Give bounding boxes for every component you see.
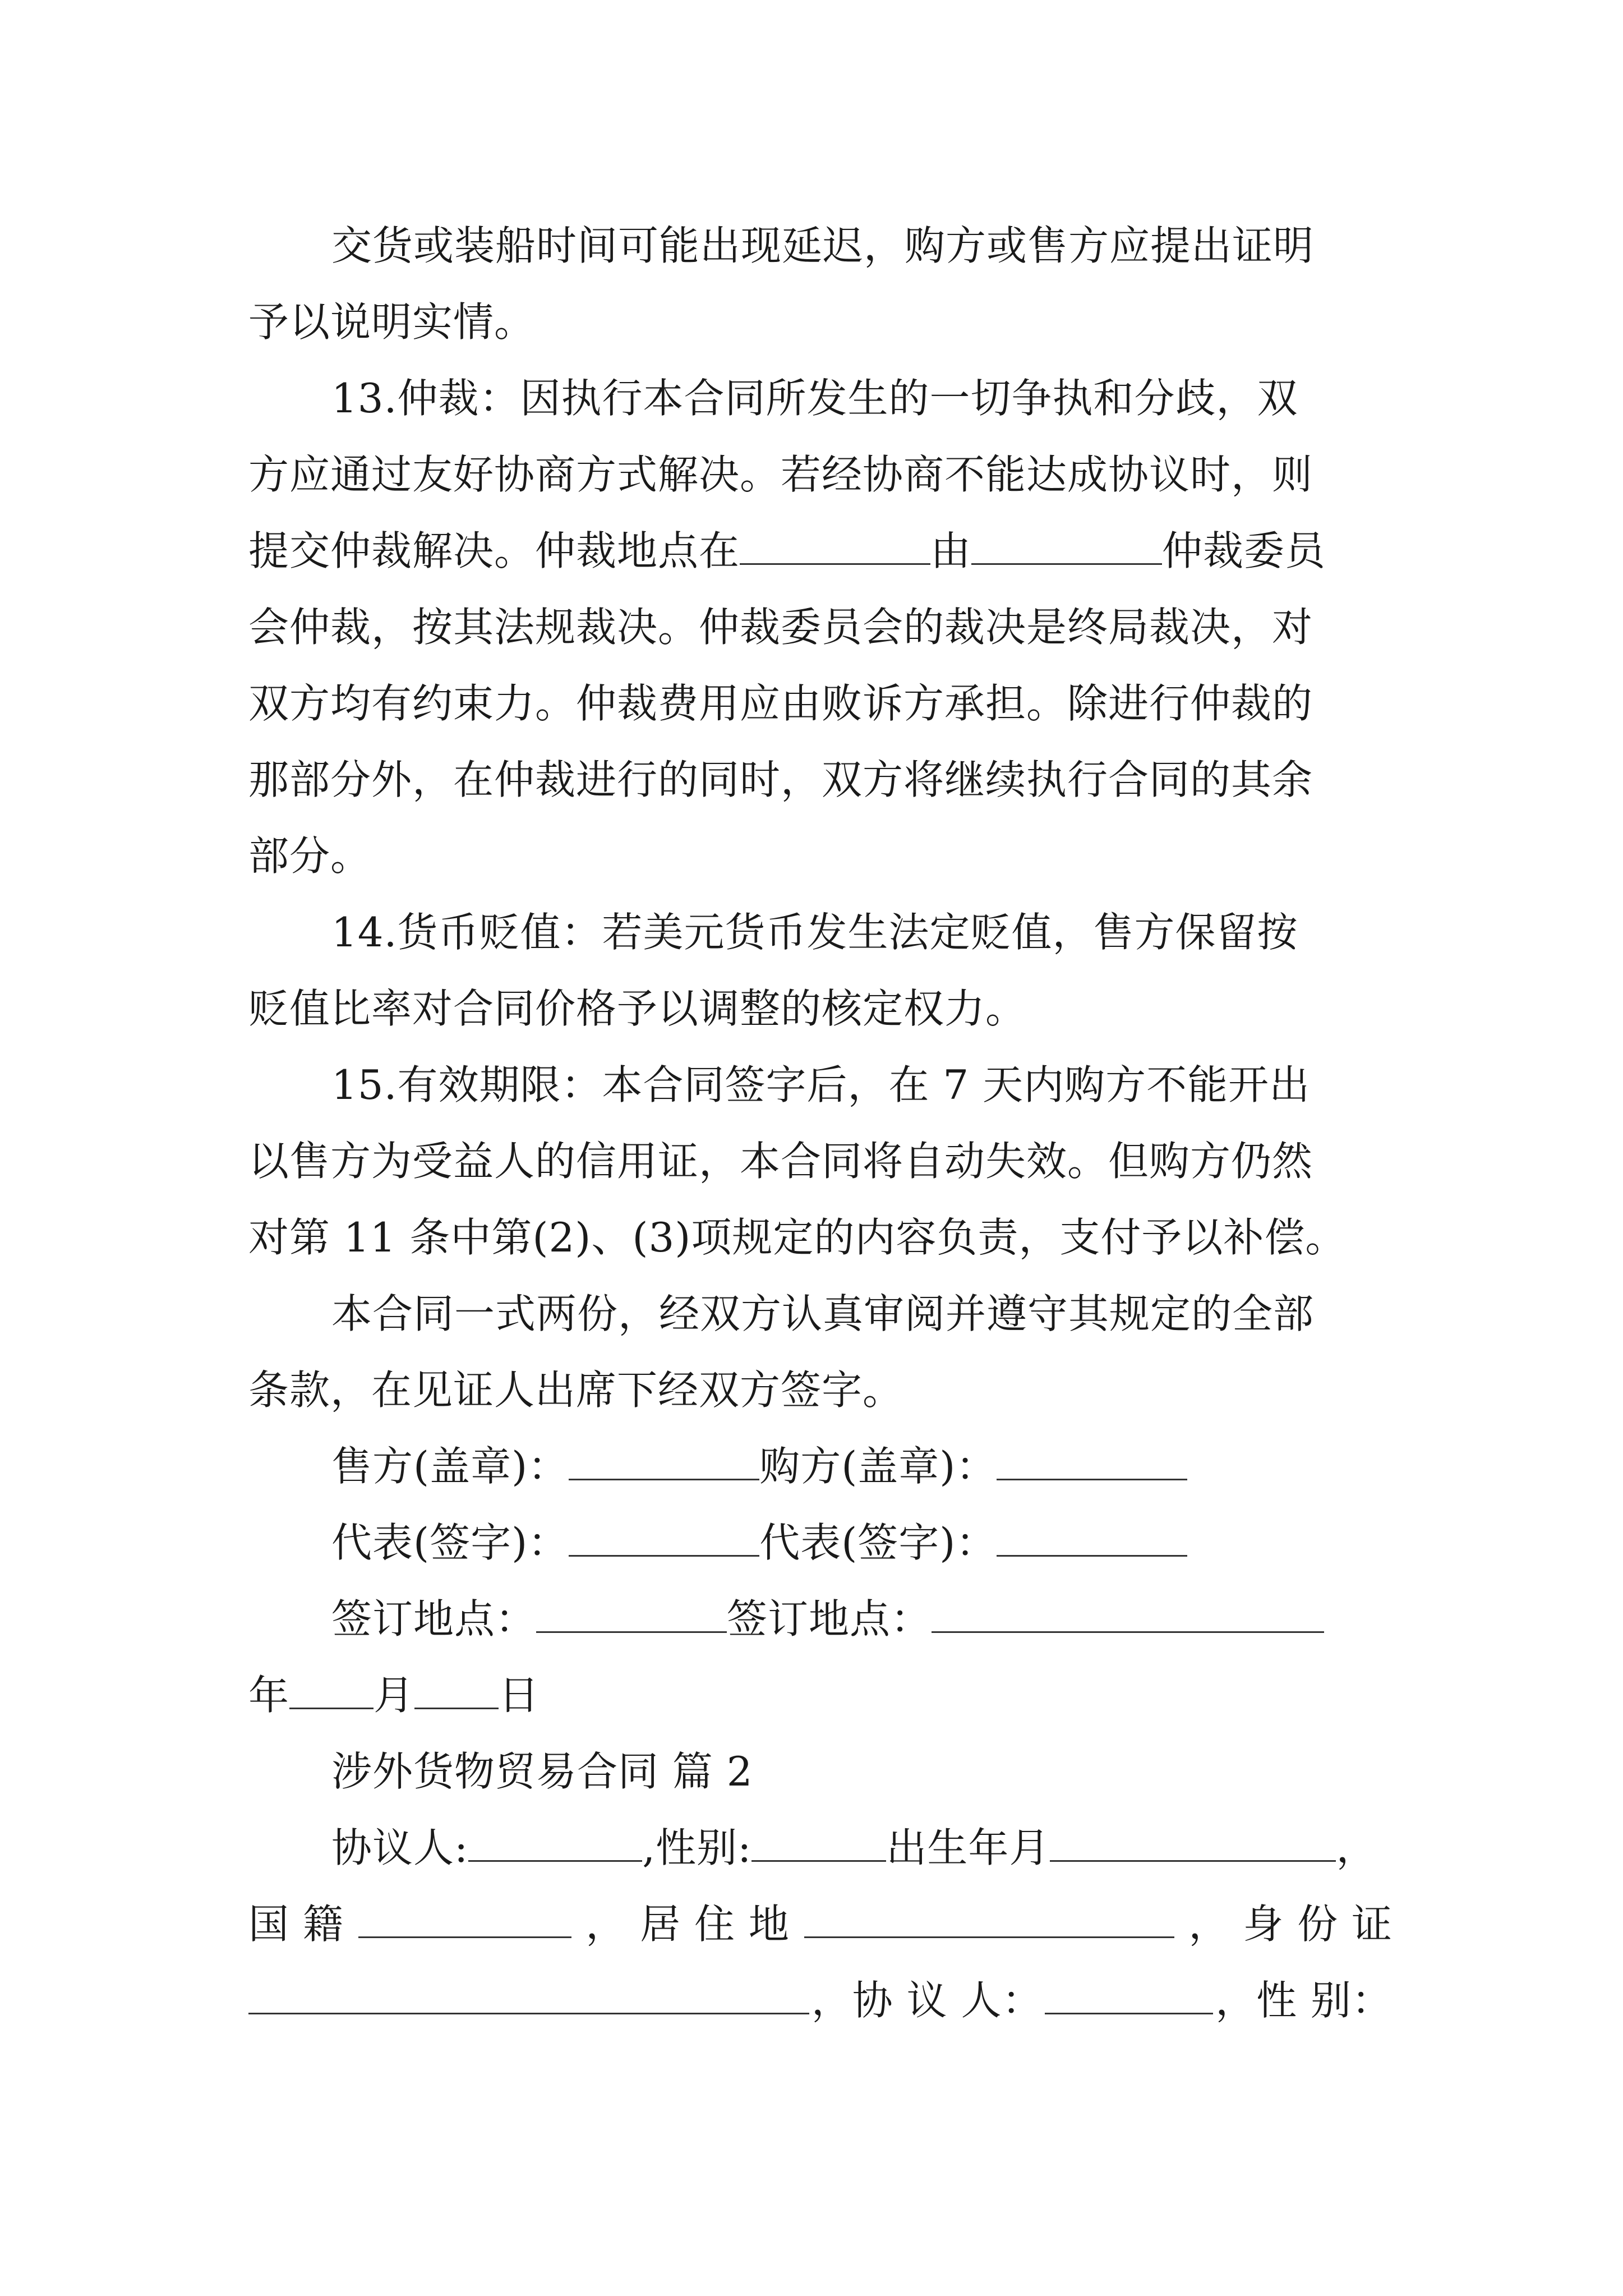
date-day-label: 日 (499, 1672, 540, 1719)
clause-14-line-2: 贬值比率对合同价格予以调整的核定权力。 (248, 985, 1027, 1032)
date-day-blank[interactable] (414, 1673, 499, 1709)
party-row-1-comma: ， (1336, 1824, 1377, 1871)
id-number-blank[interactable] (248, 1978, 809, 2014)
clause-15-line-1: 15.有效期限：本合同签字后，在 7 天内购方不能开出 (331, 1061, 1311, 1108)
rep-sign-label-1: 代表(签字)： (331, 1519, 569, 1566)
rep-sign-label-2: 代表(签字)： (759, 1519, 997, 1566)
sign-place-row (248, 1581, 1393, 1657)
clause-15-line-3: 对第 11 条中第(2)、(3)项规定的内容负责，支付予以补偿。 (248, 1214, 1347, 1261)
party2-name-blank[interactable] (1045, 1978, 1213, 2014)
date-month-blank[interactable] (289, 1673, 374, 1709)
clause-13-line-4: 会仲裁，按其法规裁决。仲裁委员会的裁决是终局裁决，对 (248, 604, 1313, 651)
buyer-seal-blank[interactable] (997, 1444, 1187, 1480)
id-label: ， 身 份 证 (1188, 1901, 1393, 1948)
seller-seal-blank[interactable] (569, 1444, 759, 1480)
sign-place-blank-2[interactable] (932, 1596, 1324, 1633)
nationality-label: 国 籍 (248, 1901, 344, 1948)
date-year-label: 年 (248, 1672, 290, 1719)
clause-12-line-2: 予以说明实情。 (248, 298, 536, 346)
contract-page (248, 208, 1393, 2039)
clause-14-line-1: 14.货币贬值：若美元货币发生法定贬值，售方保留按 (331, 909, 1298, 956)
party-name-blank[interactable] (468, 1825, 642, 1862)
arbitration-place-blank[interactable] (740, 528, 930, 565)
rep-sign-blank-2[interactable] (997, 1520, 1187, 1557)
sign-place-blank-1[interactable] (536, 1596, 727, 1633)
clause-13-line-1: 13.仲裁：因执行本合同所发生的一切争执和分歧，双 (331, 375, 1298, 422)
party-label: 协议人: (331, 1824, 469, 1871)
party-row-2 (248, 1886, 1393, 1962)
party-row-3 (248, 1962, 1393, 2039)
buyer-seal-label: 购方(盖章)： (759, 1443, 997, 1490)
date-month-label: 月 (374, 1672, 415, 1719)
arbitration-by-label: 由 (930, 527, 972, 574)
party-row-1 (248, 1810, 1393, 1886)
gender-label: ,性别: (642, 1824, 752, 1871)
birth-label: 出生年月 (886, 1824, 1050, 1871)
rep-sign-blank-1[interactable] (569, 1520, 759, 1557)
party2-label: ，协 议 人： (811, 1977, 1043, 2024)
arbitration-commission-blank[interactable] (971, 528, 1162, 565)
gender2-label: ，性 别： (1215, 1977, 1393, 2024)
seal-row (248, 1428, 1393, 1504)
clause-12-line-1: 交货或装船时间可能出现延迟，购方或售方应提出证明 (331, 222, 1315, 269)
gender-blank[interactable] (751, 1825, 886, 1862)
clause-15-line-2: 以售方为受益人的信用证，本合同将自动失效。但购方仍然 (248, 1138, 1313, 1185)
clause-13-line-6: 那部分外，在仲裁进行的同时，双方将继续执行合同的其余 (248, 756, 1313, 803)
date-row (248, 1657, 1393, 1733)
signature-row (248, 1504, 1393, 1581)
section-title: 涉外货物贸易合同 篇 2 (331, 1748, 753, 1795)
sign-place-label-1: 签订地点： (331, 1595, 537, 1642)
closing-line-1: 本合同一式两份，经双方认真审阅并遵守其规定的全部 (331, 1290, 1315, 1337)
closing-line-2: 条款，在见证人出席下经双方签字。 (248, 1366, 904, 1414)
clause-13-line-5: 双方均有约束力。仲裁费用应由败诉方承担。除进行仲裁的 (248, 680, 1313, 727)
arbitration-commission-label: 仲裁委员 (1162, 527, 1326, 574)
nationality-blank[interactable] (358, 1902, 571, 1938)
clause-13-line-2: 方应通过友好协商方式解决。若经协商不能达成协议时，则 (248, 451, 1313, 498)
clause-13-line-7: 部分。 (248, 832, 372, 880)
residence-blank[interactable] (804, 1902, 1174, 1938)
birth-blank[interactable] (1050, 1825, 1336, 1862)
arbitration-place-label: 提交仲裁解决。仲裁地点在 (248, 527, 740, 574)
sign-place-label-2: 签订地点： (727, 1595, 932, 1642)
residence-label: ， 居 住 地 (585, 1901, 790, 1948)
seller-seal-label: 售方(盖章)： (331, 1443, 569, 1490)
clause-13-line-3 (248, 513, 1393, 589)
